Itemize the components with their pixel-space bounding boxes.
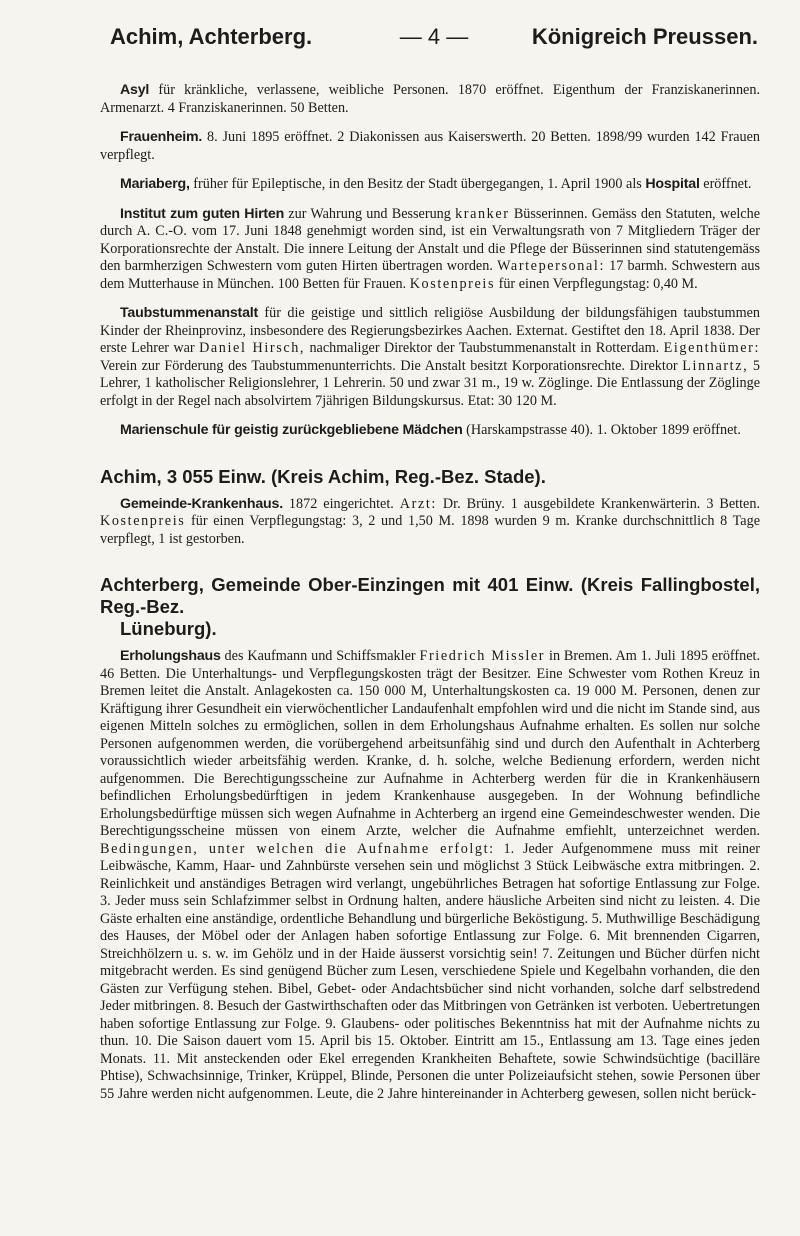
entry-text: 17 barmh. Schwestern aus dem Mutterhause in München. 100 Betten für Frauen. xyxy=(100,258,760,292)
entry-text: für kränkliche, verlassene, weibliche Personen. 1870 eröffnet. Eigenthum der Franziskanerinnen. Armenarzt. 4 Franziskanerinnen. 50 Betten. xyxy=(100,82,760,116)
entry-text: nachmaliger Direktor der Taubstummenanstalt in Rotterdam. xyxy=(305,340,664,356)
spaced-term: kranker xyxy=(455,205,510,222)
entry-text: Dr. Brüny. 1 ausgebildete Krankenwärterin. 3 Betten. xyxy=(436,495,760,512)
entry-keyword: Marienschule für geistig zurückgebliebene Mädchen xyxy=(120,422,463,438)
entry-text: 1872 eingerichtet. xyxy=(282,495,400,512)
entry-taubstummenanstalt xyxy=(100,305,760,410)
entry-text: (Harskampstrasse 40). 1. Oktober 1899 eröffnet. xyxy=(462,422,741,438)
entry-asyl xyxy=(100,82,760,117)
entry-gemeinde-krankenhaus xyxy=(100,496,760,549)
entry-keyword: Erholungshaus xyxy=(120,648,221,664)
entry-text: für einen Verpflegungstag: 3, 2 und 1,50 M. 1898 wurden 9 m. Kranke durchschnittlich 8 Tage verpflegt, 1 ist gestorben. xyxy=(100,513,760,547)
entry-marienschule xyxy=(100,422,760,440)
entry-keyword: Taubstummenanstalt xyxy=(120,305,259,321)
place-details: Gemeinde Ober-Einzingen mit 401 Einw. (Kreis Fallingbostel, Reg.-Bez. xyxy=(100,574,760,617)
entry-text: für die geistige und sittlich religiöse Ausbildung der bildungsfähigen taubstummen Kinder der Rheinprovinz, insbesondere des Regierungsbezirkes Aachen. Externat. Gestiftet den 18. April 1838. Der erste Lehrer war xyxy=(100,305,760,356)
entry-keyword: Institut zum guten Hirten xyxy=(120,205,285,222)
entry-text: 5 Lehrer, 1 katholischer Religionslehrer, 1 Lehrerin. 50 und zwar 31 m., 19 w. Zöglinge. Die Entlassung der Zöglinge erfolgt in der Regel nach absolvirtem 7jährigen Bildungskursus. Etat: 30 120 M. xyxy=(100,357,760,409)
entry-text: in Bremen. Am 1. Juli 1895 eröffnet. 46 Betten. Die Unterhaltungs- und Verpflegungskosten trägt der Besitzer. Eine Schwester vom Rothen Kreuz in Bremen leitet die Anstalt. Anlagekosten ca. 150 000 M, Unterhaltungskosten ca. 19 000 M. Personen, denen zur Kräftigung ihrer Gesundheit ein vierwöchentlicher Landaufenhalt empfohlen wird und die nicht im Stande sind, aus eigenen Mitteln solches zu ermöglichen, sollen in dem Erholungshaus Aufnahme erhalten. Es sollen nur solche Personen aufgenommen werden, die vorübergehend arbeitsunfähig sind und durch den Aufenthalt in Achterberg voraussichtlich wieder arbeitsfähig werden. Kranke, d. h. solche, welche Bedienung erfordern, werden nicht aufgenommen. Die Berechtigungsscheine zur Aufnahme in Achterberg werden für die in Krankenhäusern befindlichen Erholungsbedürftigen in jedem Krankenhause ausgegeben. In der Wohnung befindliche Erholungsbedürftige müssen sich wegen Aufnahme in Achterberg an irgend eine Gemeindeschwester wenden. Die Berechtigungsscheine müssen von einem Arzte, welcher die Aufnahme emfiehlt, unterzeichnet werden. xyxy=(100,648,760,839)
entry-erholungshaus xyxy=(100,648,760,1103)
spaced-term: Daniel Hirsch, xyxy=(199,340,306,356)
place-name: Achterberg, xyxy=(100,574,204,595)
header-state: Königreich Preussen. xyxy=(531,24,758,49)
spaced-term: Wartepersonal: xyxy=(497,258,605,274)
spaced-term: Kostenpreis xyxy=(409,275,496,292)
spaced-term: Eigenthümer: xyxy=(663,340,761,356)
entry-keyword: Frauenheim. xyxy=(120,129,203,145)
place-name: Achim, xyxy=(100,465,162,487)
header-places: Achim, Achterberg. xyxy=(110,24,313,49)
entry-keyword: Mariaberg, xyxy=(120,176,190,192)
entry-mariaberg xyxy=(100,176,760,194)
place-heading-achterberg xyxy=(100,574,760,640)
place-heading-achim xyxy=(100,466,760,488)
spaced-term: Arzt: xyxy=(399,495,437,512)
place-details: 3 055 Einw. (Kreis Achim, Reg.-Bez. Stade). xyxy=(161,465,546,487)
spaced-term: Friedrich Missler xyxy=(419,648,546,664)
entry-text: 8. Juni 1895 eröffnet. 2 Diakonissen aus Kaiserswerth. 20 Betten. 1898/99 wurden 142 Frauen verpflegt. xyxy=(100,129,760,163)
entry-institut xyxy=(100,206,760,294)
place-details-continued: Lüneburg). xyxy=(120,618,217,639)
entry-frauenheim xyxy=(100,129,760,164)
entry-text: eröffnet. xyxy=(699,176,752,192)
entry-text: früher für Epileptische, in den Besitz der Stadt übergegangen, 1. April 1900 als xyxy=(189,176,646,192)
page-number: — 4 — xyxy=(399,24,469,49)
entry-text: Büsserinnen. Gemäss den Statuten, welche durch A. C.-O. vom 17. Juni 1848 genehmigt worden sind, ist ein Verwaltungsrath von 7 Mitgliedern Träger der Korporationsrechte der Anstalt. Die innere Leitung der Anstalt und die Pflege der Büsserinnen sind statutengemäss den barmherzigen Schwestern vom guten Hirten übertragen worden. xyxy=(100,205,760,274)
entry-keyword: Gemeinde-Krankenhaus. xyxy=(120,495,283,512)
entry-text: zur Wahrung und Besserung xyxy=(284,205,456,222)
entry-text: für einen Verpflegungstag: 0,40 M. xyxy=(495,275,698,292)
spaced-term: Linnartz, xyxy=(682,357,749,374)
spaced-term: Kostenpreis xyxy=(100,513,186,529)
spaced-term: Bedingungen, unter welchen die Aufnahme erfolgt: xyxy=(100,840,495,857)
page-body xyxy=(100,82,760,1103)
entry-text: 1. Jeder Aufgenommene muss mit reiner Leibwäsche, Kamm, Haar- und Zahnbürste versehen sein und möglichst 3 Stück Leibwäsche extra mitbringen. 2. Reinlichkeit und anständiges Betragen wird verlangt, ungebührliches Betragen hat sofortige Entlassung zur Folge. 3. Jeder muss sein Schlafzimmer selbst in Ordnung halten, andere häusliche Arbeiten sind nicht zu leisten. 4. Die Gäste erhalten eine anständige, ordentliche Behandlung und bürgerliche Beköstigung. 5. Muthwillige Beschädigung des Hauses, der Möbel oder der Anlagen haben sofortige Entlassung zur Folge. 6. Mit brennenden Cigarren, Streichhölzern u. s. w. im Gehölz und in der Haide äusserst vorsichtig sein! 7. Zeitungen und Bücher dürfen nicht mitgebracht werden. Es sind genügend Bücher zum Lesen, verschiedene Spiele und Kegelbahn vorhanden, die den Gästen zur Verfügung stehen. Bibel, Gebet- oder Andachtsbücher sind nicht vorhanden, solche darf selbstredend Jeder mitbringen. 8. Besuch der Gastwirthschaften oder das Mitbringen von Getränken ist verboten. Uebertretungen haben sofortige Entlassung zur Folge. 9. Glaubens- oder politisches Bekenntniss hat mit der Aufnahme nichts zu thun. 10. Die Saison dauert vom 15. April bis 15. Oktober. Eintritt am 15., Entlassung am 13. Tage eines jeden Monats. 11. Mit ansteckenden oder Ekel erregenden Krankheiten Behaftete, sowie Schwindsüchtige (bacilläre Phtise), Schwachsinnige, Trinker, Krüppel, Blinde, Personen die unter Polizeiaufsicht stehen, sowie Personen über 55 Jahre werden nicht aufgenommen. Leute, die 2 Jahre hintereinander in Achterberg gewesen, sollen nicht berück- xyxy=(100,840,760,1102)
entry-text: Verein zur Förderung des Taubstummenunterrichts. Die Anstalt besitzt Korporationsrechte. Direktor xyxy=(100,357,683,374)
entry-keyword: Asyl xyxy=(120,82,150,98)
running-head xyxy=(110,24,758,64)
entry-keyword: Hospital xyxy=(645,176,700,192)
entry-text: des Kaufmann und Schiffsmakler xyxy=(220,648,420,664)
